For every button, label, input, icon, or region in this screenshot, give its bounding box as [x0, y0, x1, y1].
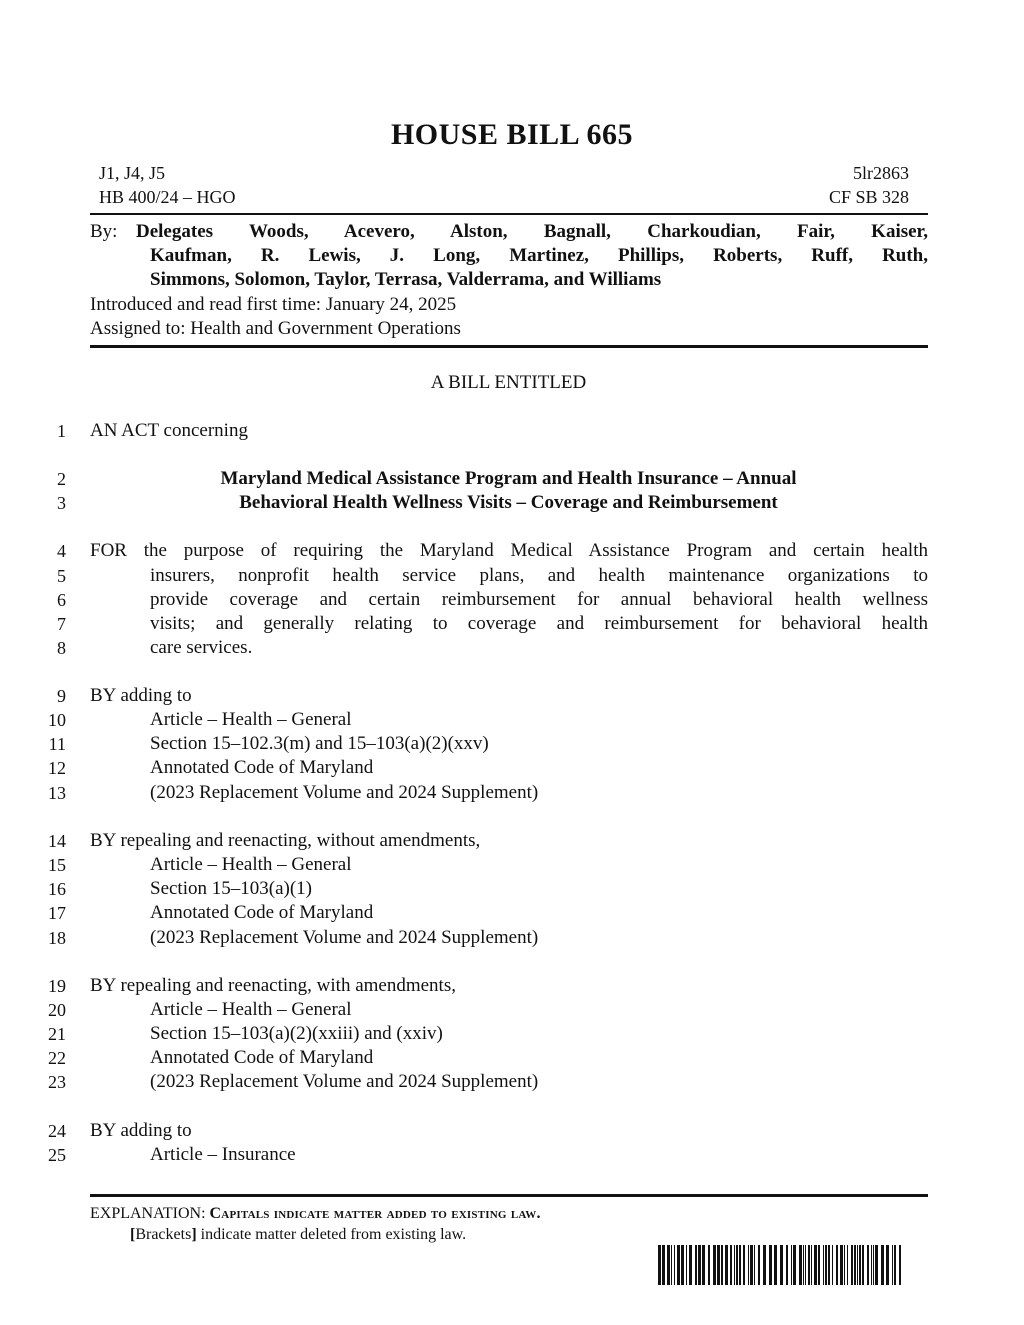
line-number: 20	[48, 1000, 66, 1020]
line-number: 9	[57, 686, 66, 706]
barcode-bar	[713, 1245, 716, 1285]
barcode-bar	[743, 1245, 745, 1285]
barcode-bar	[721, 1245, 723, 1285]
barcode-bar	[671, 1245, 672, 1285]
line-number: 4	[57, 541, 66, 561]
by-clause-line: Article – Health – General	[150, 709, 352, 730]
barcode-bar	[702, 1245, 705, 1285]
barcode-bar	[836, 1245, 838, 1285]
barcode-bar	[805, 1245, 806, 1285]
by-clause-line: (2023 Replacement Volume and 2024 Supplement)	[150, 1071, 539, 1092]
barcode-bar	[899, 1245, 901, 1285]
by-clause-heading: BY adding to	[90, 1120, 192, 1141]
barcode-bar	[851, 1245, 853, 1285]
barcode-bar	[791, 1245, 792, 1285]
line-number: 10	[48, 710, 66, 730]
by-clause-heading: BY repealing and reenacting, with amendments,	[90, 975, 456, 996]
barcode-bar	[881, 1245, 884, 1285]
barcode-bar	[748, 1245, 749, 1285]
barcode-bar	[774, 1245, 777, 1285]
prior-bill: HB 400/24 – HGO	[99, 187, 236, 207]
line-number: 1	[57, 421, 66, 441]
purpose-line: provide coverage and certain reimbursement for annual behavioral health wellness	[150, 589, 928, 610]
barcode-bar	[873, 1245, 874, 1285]
line-number: 6	[57, 590, 66, 610]
bill-subject-line-1: Maryland Medical Assistance Program and Health Insurance – Annual	[220, 468, 797, 489]
introduced-date: Introduced and read first time: January 24, 2025	[90, 294, 457, 315]
line-number: 17	[48, 903, 66, 923]
barcode-bar	[677, 1245, 680, 1285]
explanation-label: EXPLANATION:	[90, 1205, 206, 1222]
barcode-bar	[818, 1245, 820, 1285]
cross-file: CF SB 328	[828, 187, 909, 207]
barcode-bar	[871, 1245, 872, 1285]
barcode-bar	[825, 1245, 827, 1285]
line-number: 25	[48, 1145, 66, 1165]
barcode-bar	[894, 1245, 896, 1285]
line-number: 11	[48, 734, 66, 754]
line-number: 14	[48, 831, 66, 851]
line-number: 3	[57, 493, 66, 513]
line-number: 21	[48, 1024, 66, 1044]
by-clause-line: Article – Insurance	[150, 1144, 296, 1165]
barcode-bar	[708, 1245, 710, 1285]
by-clause-line: Section 15–102.3(m) and 15–103(a)(2)(xxv)	[150, 733, 489, 754]
barcode-bar	[867, 1245, 869, 1285]
explanation-line-1	[90, 1205, 541, 1223]
line-number: 13	[48, 783, 66, 803]
barcode-bar	[799, 1245, 802, 1285]
barcode-bar	[689, 1245, 692, 1285]
barcode-bar	[667, 1245, 670, 1285]
sponsors-line-3: Simmons, Solomon, Taylor, Terrasa, Valderrama, and Williams	[150, 269, 662, 290]
line-number: 8	[57, 638, 66, 658]
sponsor-rule	[90, 345, 928, 348]
line-number: 7	[57, 614, 66, 634]
explanation-line-2	[130, 1226, 466, 1244]
barcode-bar	[811, 1245, 812, 1285]
barcode-bar	[750, 1245, 753, 1285]
by-clause-line: Section 15–103(a)(2)(xxiii) and (xxiv)	[150, 1023, 443, 1044]
bracket-word: Brackets	[135, 1226, 192, 1243]
by-clause-line: Annotated Code of Maryland	[150, 757, 374, 778]
by-clause-line: (2023 Replacement Volume and 2024 Supplement)	[150, 927, 539, 948]
line-number: 16	[48, 879, 66, 899]
by-clause-heading: BY adding to	[90, 685, 192, 706]
explanation-deleted: indicate matter deleted from existing law.	[196, 1226, 467, 1243]
line-number: 18	[48, 928, 66, 948]
bill-entitled: A BILL ENTITLED	[430, 372, 587, 393]
barcode-bar	[763, 1245, 766, 1285]
barcode-bar	[793, 1245, 796, 1285]
barcode-bar	[698, 1245, 701, 1285]
line-number: 23	[48, 1072, 66, 1092]
line-number: 12	[48, 758, 66, 778]
header-rule	[90, 213, 928, 215]
by-clause-heading: BY repealing and reenacting, without amendments,	[90, 830, 481, 851]
subject-codes: J1, J4, J5	[99, 163, 166, 183]
barcode-bar	[847, 1245, 848, 1285]
assigned-committee: Assigned to: Health and Government Operations	[90, 318, 461, 339]
barcode-bar	[734, 1245, 735, 1285]
by-clause-line: Annotated Code of Maryland	[150, 902, 374, 923]
barcode-bar	[854, 1245, 856, 1285]
purpose-line: insurers, nonprofit health service plans, and health maintenance organizations to	[150, 565, 928, 586]
footer-rule	[90, 1194, 928, 1197]
line-number: 19	[48, 976, 66, 996]
bracket-open: [	[130, 1226, 136, 1243]
barcode-bar	[844, 1245, 845, 1285]
barcode-bar	[803, 1245, 804, 1285]
bill-title: HOUSE BILL 665	[390, 118, 634, 151]
by-label: By:	[90, 221, 118, 242]
barcode-bar	[658, 1245, 661, 1285]
barcode-bar	[681, 1245, 684, 1285]
line-number: 5	[57, 566, 66, 586]
barcode-bar	[862, 1245, 864, 1285]
barcode-bar	[832, 1245, 833, 1285]
barcode-bar	[662, 1245, 665, 1285]
barcode-bar	[875, 1245, 878, 1285]
barcode-bar	[892, 1245, 893, 1285]
barcode-bar	[686, 1245, 687, 1285]
explanation-capitals: Capitals indicate matter added to existing law.	[209, 1205, 541, 1222]
barcode-bar	[859, 1245, 861, 1285]
barcode-bar	[886, 1245, 889, 1285]
by-clause-line: Article – Health – General	[150, 854, 352, 875]
line-number: 2	[57, 469, 66, 489]
barcode-bar	[725, 1245, 728, 1285]
by-clause-line: Section 15–103(a)(1)	[150, 878, 312, 899]
draft-number: 5lr2863	[853, 163, 909, 183]
barcode-bar	[736, 1245, 738, 1285]
bracket-close: ]	[191, 1226, 197, 1243]
by-clause-line: Annotated Code of Maryland	[150, 1047, 374, 1068]
barcode-bar	[717, 1245, 720, 1285]
purpose-line: visits; and generally relating to coverage and reimbursement for behavioral health	[150, 613, 928, 634]
barcode-bar	[758, 1245, 760, 1285]
line-number: 24	[48, 1121, 66, 1141]
barcode-bar	[808, 1245, 810, 1285]
barcode-bar	[786, 1245, 788, 1285]
barcode-bar	[857, 1245, 858, 1285]
act-concerning: AN ACT concerning	[90, 420, 248, 441]
barcode-bar	[780, 1245, 783, 1285]
by-clause-line: (2023 Replacement Volume and 2024 Supplement)	[150, 782, 539, 803]
barcode-bar	[739, 1245, 741, 1285]
barcode-bar	[840, 1245, 843, 1285]
barcode-bar	[754, 1245, 755, 1285]
sponsors-line-1: Delegates Woods, Acevero, Alston, Bagnall, Charkoudian, Fair, Kaiser,	[136, 221, 928, 242]
by-clause-line: Article – Health – General	[150, 999, 352, 1020]
sponsors-line-2: Kaufman, R. Lewis, J. Long, Martinez, Phillips, Roberts, Ruff, Ruth,	[150, 245, 928, 266]
barcode-bar	[674, 1245, 675, 1285]
barcode-bar	[828, 1245, 830, 1285]
purpose-line: care services.	[150, 637, 253, 658]
barcode-bar	[730, 1245, 732, 1285]
barcode-image	[658, 1245, 904, 1285]
barcode-bar	[769, 1245, 772, 1285]
line-number: 22	[48, 1048, 66, 1068]
barcode-bar	[695, 1245, 697, 1285]
line-number: 15	[48, 855, 66, 875]
bill-subject-line-2: Behavioral Health Wellness Visits – Coverage and Reimbursement	[239, 492, 778, 513]
barcode-bar	[814, 1245, 817, 1285]
purpose-line: FOR the purpose of requiring the Maryland Medical Assistance Program and certain health	[90, 540, 928, 561]
barcode-bar	[823, 1245, 824, 1285]
